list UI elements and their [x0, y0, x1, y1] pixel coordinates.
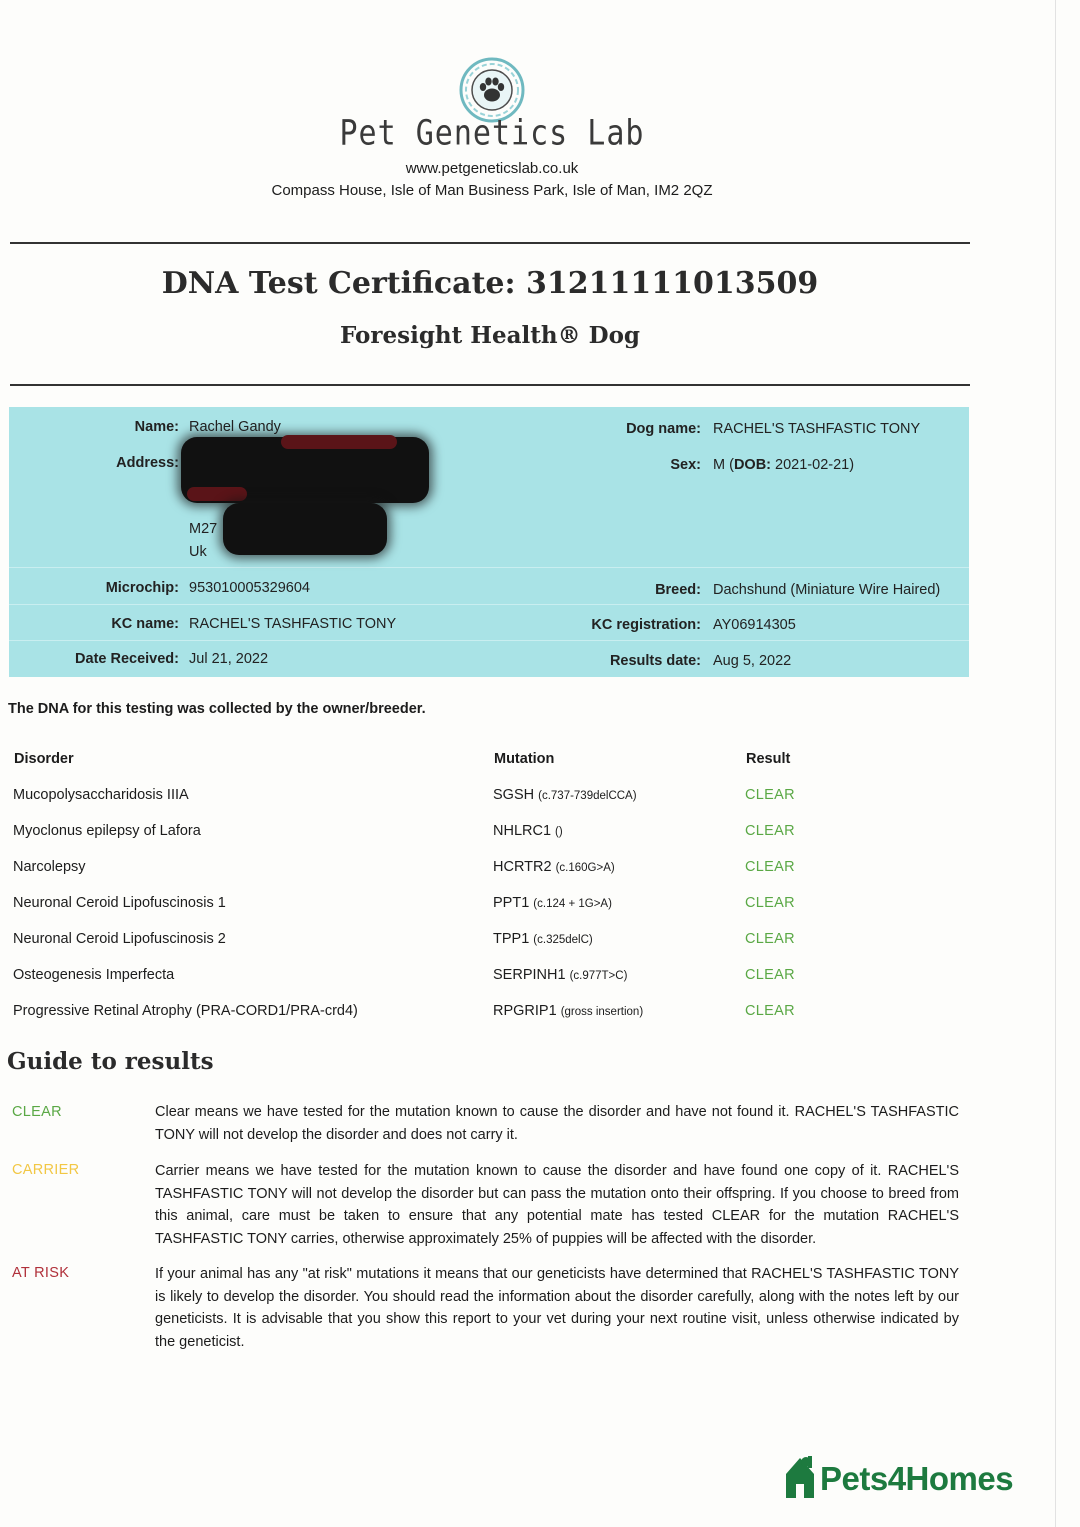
result: CLEAR [745, 1003, 795, 1019]
microchip-label: Microchip: [105, 580, 179, 596]
redaction-mark [281, 435, 397, 449]
result: CLEAR [745, 895, 795, 911]
panel-divider [9, 604, 969, 605]
header-disorder: Disorder [14, 751, 74, 767]
brand-name: Pets4Homes [820, 1460, 1014, 1497]
disorder: Mucopolysaccharidosis IIIA [13, 787, 189, 803]
gene: RPGRIP1 [493, 1003, 557, 1019]
disorder: Neuronal Ceroid Lipofuscinosis 1 [13, 895, 226, 911]
divider [10, 242, 970, 244]
divider [10, 384, 970, 386]
date-received: Jul 21, 2022 [189, 651, 269, 667]
guide-term-carrier: CARRIER [12, 1162, 80, 1178]
mutation [493, 895, 612, 911]
table-row [0, 967, 980, 1003]
variant: (gross insertion) [560, 1006, 644, 1018]
sex: M [713, 457, 726, 473]
variant: (c.325delC) [533, 934, 593, 946]
guide-text-clear: Clear means we have tested for the mutation known to cause the disorder and have not found it. RACHEL'S TASHFASTIC TONY will not develop the disorder and does not carry it. [155, 1104, 959, 1143]
guide-text-carrier: Carrier means we have tested for the mutation known to cause the disorder and have found one copy of it. RACHEL'S TASHFASTIC TONY will not develop the disorder but can pass the mutation onto their offspring. If you choose to breed from this animal, care must be taken to ensure that any potential mate has tested CLEAR for the mutation RACHEL'S TASHFASTIC TONY carries, otherwise approximately 25% of puppies will be affected with the disorder. [155, 1163, 959, 1247]
panel-divider [9, 567, 969, 568]
collection-note: The DNA for this testing was collected by the owner/breeder. [8, 701, 426, 717]
owner-name: Rachel Gandy [189, 419, 281, 435]
guide-term-clear: CLEAR [12, 1104, 62, 1120]
gene: HCRTR2 [493, 859, 552, 875]
gene: PPT1 [493, 895, 530, 911]
address-label: Address: [116, 455, 179, 471]
kc-registration-label: KC registration: [591, 617, 701, 633]
dog-name-label: Dog name: [626, 421, 701, 437]
variant: (c.737-739delCCA) [538, 790, 637, 802]
table-row [0, 859, 980, 895]
address-line-partial: M27 [189, 521, 218, 537]
gene: TPP1 [493, 931, 530, 947]
table-row [0, 787, 980, 823]
gene: NHLRC1 [493, 823, 552, 839]
variant: () [555, 826, 563, 838]
mutation [493, 931, 593, 947]
mutation [493, 859, 615, 875]
table-row [0, 895, 980, 931]
lab-website: www.petgeneticslab.co.uk [405, 160, 579, 177]
kc-registration: AY06914305 [713, 617, 796, 633]
guide-term-at-risk: AT RISK [12, 1265, 70, 1281]
info-panel [9, 407, 969, 677]
certificate-subtitle: Foresight Health® Dog [339, 322, 640, 349]
variant: (c.124 + 1G>A) [533, 898, 612, 910]
house-pet-icon [782, 1454, 818, 1500]
results-date-label: Results date: [609, 653, 701, 669]
name-label: Name: [134, 419, 179, 435]
mutation [493, 967, 627, 983]
result: CLEAR [745, 931, 795, 947]
lab-address: Compass House, Isle of Man Business Park, Isle of Man, IM2 2QZ [271, 182, 713, 199]
panel-divider [9, 640, 969, 641]
table-row [0, 931, 980, 967]
date-received-label: Date Received: [75, 651, 179, 667]
result: CLEAR [745, 787, 795, 803]
disorder: Progressive Retinal Atrophy (PRA-CORD1/PRA-crd4) [13, 1003, 358, 1019]
table-row [0, 1003, 980, 1039]
mutation [493, 823, 563, 839]
breed-label: Breed: [655, 582, 701, 598]
breed: Dachshund (Miniature Wire Haired) [713, 582, 941, 598]
disorder: Osteogenesis Imperfecta [13, 967, 175, 983]
gene: SERPINH1 [493, 967, 566, 983]
table-row [0, 823, 980, 859]
scan-edge [1055, 0, 1056, 1527]
kc-name-label: KC name: [111, 616, 179, 632]
disorder: Narcolepsy [13, 859, 86, 875]
dog-name: RACHEL'S TASHFASTIC TONY [713, 421, 921, 437]
sex-value: M (DOB: 2021-02-21) [713, 457, 855, 473]
certificate-title: DNA Test Certificate: 31211111013509 [161, 266, 819, 301]
results-date: Aug 5, 2022 [713, 653, 792, 669]
address-country: Uk [189, 544, 207, 560]
redaction-mark [187, 487, 247, 501]
header-result: Result [746, 751, 791, 767]
result: CLEAR [745, 859, 795, 875]
microchip: 953010005329604 [189, 580, 310, 596]
dob: 2021-02-21 [775, 457, 850, 473]
result: CLEAR [745, 823, 795, 839]
disorder: Neuronal Ceroid Lipofuscinosis 2 [13, 931, 226, 947]
sex-label: Sex: [670, 457, 701, 473]
kc-name: RACHEL'S TASHFASTIC TONY [189, 616, 397, 632]
guide-text-at-risk: If your animal has any "at risk" mutations it means that our geneticists have determined that RACHEL'S TASHFASTIC TONY is likely to develop the disorder. You should read the information about the disorder carefully, along with the notes left by our geneticists. It is advisable that you show this report to your vet during your next routine visit, unless otherwise indicated by the geneticist. [155, 1266, 959, 1350]
gene: SGSH [493, 787, 535, 803]
variant: (c.977T>C) [569, 970, 628, 982]
pets4homes-watermark [782, 1452, 1032, 1502]
disorder: Myoclonus epilepsy of Lafora [13, 823, 201, 839]
mutation [493, 1003, 643, 1019]
variant: (c.160G>A) [555, 862, 615, 874]
redaction-mark [223, 503, 387, 555]
header-mutation: Mutation [494, 751, 555, 767]
lab-name: Pet Genetics Lab [339, 113, 645, 154]
mutation [493, 787, 637, 803]
result: CLEAR [745, 967, 795, 983]
dob-label: DOB: [733, 457, 772, 473]
guide-title: Guide to results [7, 1048, 214, 1075]
